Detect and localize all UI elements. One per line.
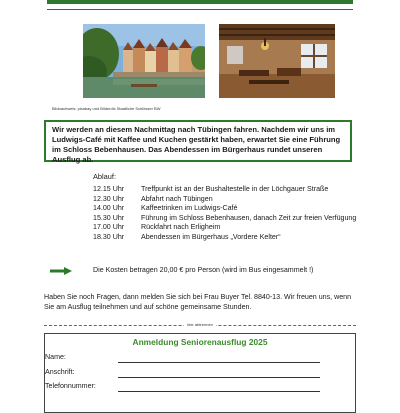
intro-box: [44, 120, 352, 162]
schedule-text: Rückfahrt nach Erligheim: [141, 223, 221, 232]
cut-label: hier abtrennen: [184, 322, 216, 327]
tuebingen-riverside-photo: [83, 24, 205, 98]
schedule-text: Kaffeetrinken im Ludwigs-Café: [141, 204, 238, 213]
schedule-text: Führung im Schloss Bebenhausen, danach Zeit zur freien Verfügung: [141, 213, 357, 222]
name-label: Name:: [45, 353, 66, 361]
schedule-time: 12.15 Uhr: [93, 185, 125, 193]
schedule-time: 17.00 Uhr: [93, 223, 125, 232]
schedule-text: Treffpunkt ist an der Bushaltestelle in der Löchgauer Straße: [141, 185, 329, 193]
cost-text: Die Kosten betragen 20,00 € pro Person (wird im Bus eingesammelt !): [93, 266, 314, 274]
schedule-row: [93, 214, 368, 224]
schedule-row: [93, 185, 368, 195]
cut-label-wrap: [0, 322, 400, 327]
schedule-row: [93, 204, 368, 214]
schedule-row: [93, 195, 368, 205]
schedule-time: 15.30 Uhr: [93, 213, 125, 222]
schedule-row: [93, 223, 368, 233]
address-field[interactable]: [118, 377, 320, 378]
questions-text: Haben Sie noch Fragen, dann melden Sie sich bei Frau Buyer Tel. 8840-13. Wir freuen uns, wenn Sie am Ausflug teilnehmen und auf schöne gemeinsame Stunden.: [44, 293, 352, 311]
phone-label: Telefonnummer:: [45, 382, 96, 390]
phone-field[interactable]: [118, 391, 320, 392]
schedule-title: Ablauf:: [93, 172, 117, 181]
photo-credit: Bildnachweis: pixabay und Bilderdix Staatliche Schlösser BW: [52, 106, 161, 111]
arrow-right-icon: [50, 267, 72, 275]
schedule-time: 12.30 Uhr: [93, 194, 125, 203]
schedule-row: [93, 233, 368, 243]
schedule-list: [93, 185, 368, 243]
schedule-text: Abendessen im Bürgerhaus „Vordere Kelter“: [141, 232, 281, 241]
name-field[interactable]: [118, 362, 320, 363]
schedule-time: 14.00 Uhr: [93, 204, 125, 213]
schedule-time: 18.30 Uhr: [93, 232, 125, 241]
form-title: Anmeldung Seniorenausflug 2025: [132, 337, 268, 347]
schedule-text: Abfahrt nach Tübingen: [141, 194, 213, 203]
address-label: Anschrift:: [45, 368, 75, 376]
castle-hall-interior-photo: [219, 24, 335, 98]
intro-text: Wir werden an diesem Nachmittag nach Tübingen fahren. Nachdem wir uns im Ludwigs-Café mit Kaffee und Kuchen gestärkt haben, erwartet Sie eine Führung im Schloss Bebenhausen. Das Abendessen im Bürgerhaus rundet unseren Ausflug ab.: [52, 125, 341, 164]
header-divider: [47, 9, 353, 10]
header-green-bar: [47, 0, 353, 4]
